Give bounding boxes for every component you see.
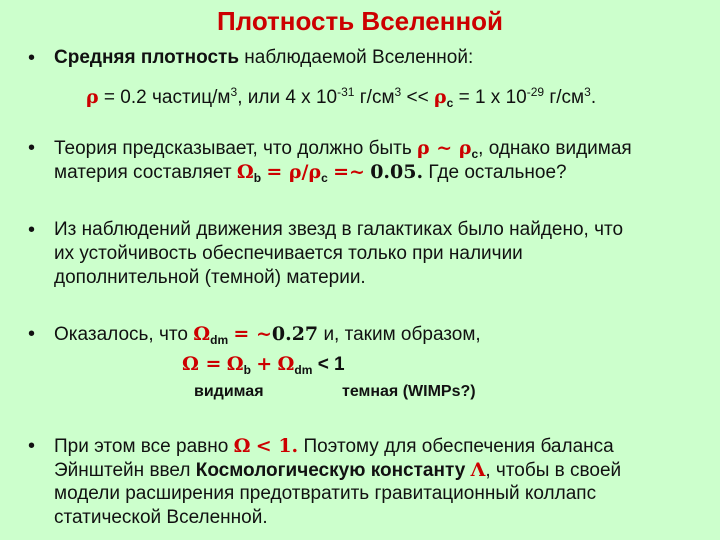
lambda-symbol: Λ [470, 459, 486, 481]
bullet5-line4: статической Вселенной. [54, 507, 268, 528]
bullet1-line2 [86, 80, 596, 115]
unit: г/см [544, 87, 585, 108]
exponent: 3 [230, 85, 238, 99]
bullet2-line2 [54, 160, 567, 190]
label-dark: темная (WIMPs?) [342, 383, 476, 400]
exponent: 3 [584, 85, 591, 99]
omega-b-value: 0.05. [370, 161, 424, 183]
bullet-marker: • [28, 47, 36, 69]
balance-text: Поэтому для обеспечения баланса [303, 436, 614, 457]
still-text: При этом все равно [54, 436, 229, 457]
density-term: Средняя плотность [54, 47, 239, 68]
ratio-symbol: = ρ/ρ [266, 161, 322, 183]
result-text-2: и, таким образом, [323, 324, 481, 345]
critical-density: = 1 х 10 [458, 87, 527, 108]
omega-symbol: Ω [193, 323, 211, 345]
result-text: Оказалось, что [54, 324, 188, 345]
density-rest: наблюдаемой Вселенной: [244, 47, 474, 68]
matter-text: материя составляет [54, 162, 232, 183]
omega-dm-value: 0.27 [271, 323, 319, 345]
rho-symbol: ρ [433, 86, 447, 108]
omega-symbol: Ω [236, 161, 254, 183]
inequality: < 1. [255, 435, 299, 457]
label-visible: видимая [194, 383, 264, 400]
density-value: = 0.2 частиц/м [103, 87, 231, 108]
plus-symbol: + [256, 353, 273, 375]
subscript-c: c [446, 96, 454, 110]
einstein-text: Эйнштейн ввел [54, 460, 191, 481]
period: . [590, 87, 597, 108]
much-less: << [401, 87, 429, 108]
bullet-marker: • [28, 323, 36, 345]
bullet5-line2 [54, 458, 621, 483]
bullet-marker: • [28, 435, 36, 457]
subscript-c: c [321, 171, 328, 185]
bullet3-line2: их устойчивость обеспечивается только при наличии [54, 243, 523, 264]
subscript-b: b [243, 363, 251, 377]
exponent: -29 [526, 85, 545, 99]
bullet3-line3: дополнительной (темной) материи. [54, 267, 366, 288]
theory-text-2: , однако видимая [478, 138, 632, 159]
theory-text: Теория предсказывает, что должно быть [54, 138, 412, 159]
omega-symbol: Ω = [182, 353, 222, 375]
subscript-dm: dm [210, 333, 229, 347]
rho-symbol: ρ [86, 86, 99, 108]
rho-symbol: ρ ~ ρ [417, 137, 472, 159]
omega-symbol: Ω [277, 353, 295, 375]
density-alt: , или 4 х 10 [237, 87, 338, 108]
unit: г/см [354, 87, 395, 108]
exponent: 3 [394, 85, 402, 99]
bullet-marker: • [28, 219, 36, 241]
cosmological-constant: Космологическую константу [195, 460, 466, 481]
omega-symbol: Ω [233, 435, 251, 457]
slide-title: Плотность Вселенной [216, 6, 504, 36]
bullet-marker: • [28, 137, 36, 159]
omega-equation [182, 352, 345, 382]
exponent: -31 [337, 85, 355, 99]
approx-symbol: =~ [333, 161, 365, 183]
subscript-c: c [471, 147, 479, 161]
subscript-dm: dm [294, 363, 313, 377]
bullet5-line3: модели расширения предотвратить гравитационный коллапс [54, 483, 597, 504]
inequality: < 1 [317, 354, 345, 375]
bullet4-line1 [54, 322, 481, 352]
einstein-text-2: , чтобы в своей [485, 460, 622, 481]
bullet3-line1: Из наблюдений движения звезд в галактиках было найдено, что [54, 219, 624, 240]
question-text: Где остальное? [428, 162, 567, 183]
subscript-b: b [253, 171, 262, 185]
bullet1-line1 [54, 46, 473, 70]
approx-symbol: = ~ [233, 323, 272, 345]
omega-symbol: Ω [226, 353, 244, 375]
bullet5-line1 [54, 434, 614, 459]
